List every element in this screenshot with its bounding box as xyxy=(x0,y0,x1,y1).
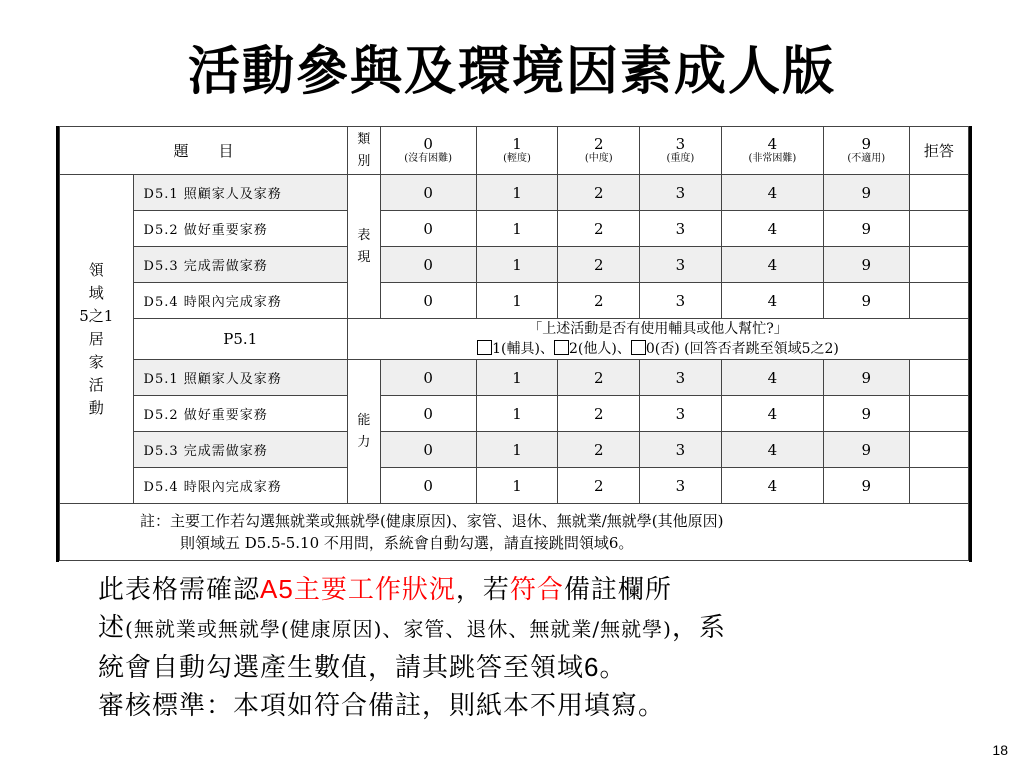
score-cell: 4 xyxy=(721,175,823,211)
score-cell: 1 xyxy=(476,432,558,468)
table-row xyxy=(60,175,969,211)
score-cell: 9 xyxy=(823,396,909,432)
header-score-3: 3 (重度) xyxy=(640,127,722,175)
score-cell: 0 xyxy=(380,175,476,211)
checkbox-icon xyxy=(477,340,492,355)
table-row xyxy=(60,432,969,468)
score-cell: 1 xyxy=(476,396,558,432)
score-cell: 0 xyxy=(380,211,476,247)
table-header-row xyxy=(60,127,969,175)
score-cell: 4 xyxy=(721,468,823,504)
score-cell: 9 xyxy=(823,283,909,319)
score-cell: 3 xyxy=(640,432,722,468)
header-item: 題 目 xyxy=(60,127,348,175)
refuse-cell xyxy=(909,211,968,247)
score-cell: 2 xyxy=(558,211,640,247)
score-cell: 4 xyxy=(721,247,823,283)
score-cell: 0 xyxy=(380,360,476,396)
explanation-line-3: 統會自動勾選產生數值，請其跳答至領域6。 xyxy=(98,652,627,683)
score-cell: 1 xyxy=(476,175,558,211)
score-cell: 9 xyxy=(823,468,909,504)
score-cell: 1 xyxy=(476,283,558,319)
table-note: 註：主要工作若勾選無就業或無就學(健康原因)、家管、退休、無就業/無就學(其他原因) 則領域五 D5.5-5.10 不用問，系統會自動勾選，請直接跳問領域6。 xyxy=(60,504,969,561)
header-score-9: 9 (不適用) xyxy=(823,127,909,175)
score-cell: 9 xyxy=(823,360,909,396)
score-cell: 3 xyxy=(640,360,722,396)
score-cell: 0 xyxy=(380,247,476,283)
header-score-1: 1 (輕度) xyxy=(476,127,558,175)
item-label: D5.2 做好重要家務 xyxy=(133,396,347,432)
header-refuse: 拒答 xyxy=(909,127,968,175)
category-performance: 表 現 xyxy=(348,175,381,319)
score-cell: 1 xyxy=(476,247,558,283)
review-standard: 審核標準：本項如符合備註，則紙本不用填寫。 xyxy=(98,691,666,721)
domain-label: 領 域 5之1 居 家 活 動 xyxy=(60,175,134,504)
table-row xyxy=(60,283,969,319)
slide-title: 活動參與及環境因素成人版 xyxy=(187,41,836,102)
refuse-cell xyxy=(909,396,968,432)
score-cell: 0 xyxy=(380,283,476,319)
score-cell: 3 xyxy=(640,247,722,283)
score-cell: 4 xyxy=(721,211,823,247)
p51-question: 「上述活動是否有使用輔具或他人幫忙?」 1(輔具)、 2(他人)、 0(否) (回答否者跳至領域5之2) xyxy=(348,319,969,360)
score-cell: 1 xyxy=(476,468,558,504)
score-cell: 3 xyxy=(640,283,722,319)
explanation-line-2: 述(無就業或無就學(健康原因)、家管、退休、無就業/無就學)，系 xyxy=(98,613,726,643)
checkbox-icon xyxy=(554,340,569,355)
score-cell: 0 xyxy=(380,396,476,432)
score-cell: 3 xyxy=(640,175,722,211)
p51-row xyxy=(60,319,969,360)
score-cell: 4 xyxy=(721,360,823,396)
category-capacity: 能 力 xyxy=(348,360,381,504)
refuse-cell xyxy=(909,283,968,319)
checkbox-icon xyxy=(631,340,646,355)
item-label: D5.1 照顧家人及家務 xyxy=(133,175,347,211)
score-cell: 0 xyxy=(380,468,476,504)
table-row xyxy=(60,396,969,432)
item-label: D5.4 時限內完成家務 xyxy=(133,283,347,319)
page-number: 18 xyxy=(992,742,1008,758)
score-cell: 1 xyxy=(476,360,558,396)
refuse-cell xyxy=(909,175,968,211)
item-label: D5.3 完成需做家務 xyxy=(133,247,347,283)
score-cell: 4 xyxy=(721,432,823,468)
note-row xyxy=(60,504,969,561)
score-cell: 4 xyxy=(721,283,823,319)
questionnaire-table-image xyxy=(56,126,972,562)
header-score-0: 0 (沒有困難) xyxy=(380,127,476,175)
score-cell: 4 xyxy=(721,396,823,432)
refuse-cell xyxy=(909,468,968,504)
item-label: D5.1 照顧家人及家務 xyxy=(133,360,347,396)
header-score-4: 4 (非常困難) xyxy=(721,127,823,175)
score-cell: 9 xyxy=(823,211,909,247)
score-cell: 9 xyxy=(823,247,909,283)
p51-label: P5.1 xyxy=(133,319,347,360)
table-row xyxy=(60,247,969,283)
item-label: D5.2 做好重要家務 xyxy=(133,211,347,247)
explanation-line-1: 此表格需確認A5主要工作狀況，若符合備註欄所 xyxy=(98,574,672,605)
header-category: 類 別 xyxy=(348,127,381,175)
table-row xyxy=(60,360,969,396)
score-cell: 2 xyxy=(558,396,640,432)
score-cell: 0 xyxy=(380,432,476,468)
table-row xyxy=(60,468,969,504)
score-cell: 3 xyxy=(640,211,722,247)
score-cell: 3 xyxy=(640,396,722,432)
score-cell: 2 xyxy=(558,360,640,396)
score-cell: 2 xyxy=(558,175,640,211)
header-score-2: 2 (中度) xyxy=(558,127,640,175)
explanation-text xyxy=(98,570,958,725)
score-cell: 2 xyxy=(558,432,640,468)
score-cell: 1 xyxy=(476,211,558,247)
refuse-cell xyxy=(909,432,968,468)
score-cell: 2 xyxy=(558,468,640,504)
score-cell: 9 xyxy=(823,432,909,468)
questionnaire-table xyxy=(59,126,969,561)
score-cell: 3 xyxy=(640,468,722,504)
score-cell: 9 xyxy=(823,175,909,211)
refuse-cell xyxy=(909,360,968,396)
item-label: D5.4 時限內完成家務 xyxy=(133,468,347,504)
score-cell: 2 xyxy=(558,283,640,319)
table-row xyxy=(60,211,969,247)
item-label: D5.3 完成需做家務 xyxy=(133,432,347,468)
score-cell: 2 xyxy=(558,247,640,283)
refuse-cell xyxy=(909,247,968,283)
